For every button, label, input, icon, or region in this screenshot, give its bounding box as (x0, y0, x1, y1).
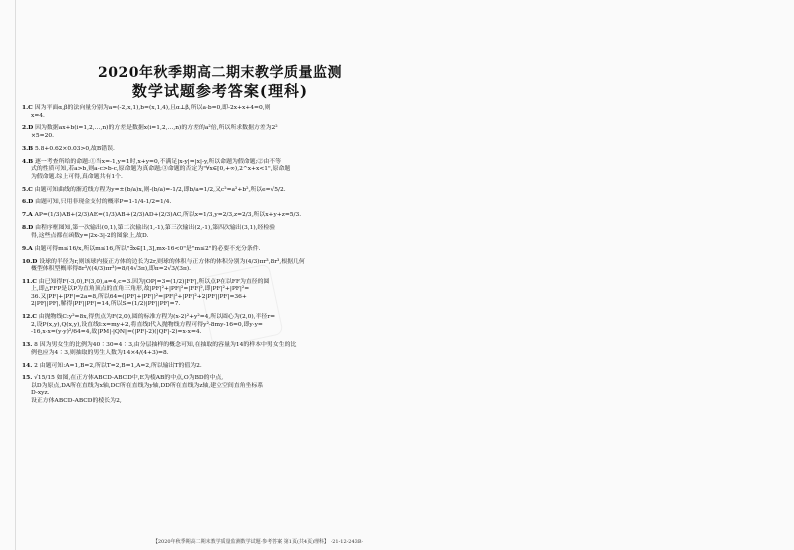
answer-line (22, 198, 394, 207)
answer-number: 13. (22, 341, 33, 349)
answer-line (22, 233, 394, 241)
answer-text: 2 由题可知:A=1,B=2,所以T=2,B=1,A=2,所以输出T的值为2. (34, 362, 202, 369)
answer-item (22, 198, 394, 207)
answer-number: 11.C (22, 277, 37, 285)
answer-text: 2,设P(x,y),Q(x,y),设直线l:x=my+2,将直线l代入抛物线方程可得y²-8my-16=0,即y·y= (31, 321, 263, 328)
answer-line (22, 390, 394, 398)
document-title: 2020年秋季期高二期末教学质量监测 (98, 65, 342, 81)
answer-line (22, 133, 394, 141)
answer-text: 2|PF||PF|,解得|PF||PF|=14,所以S=(1/2)|PF||PF|=7. (31, 301, 181, 308)
answer-text: 36.又|PF|+|PF|=2a=8,所以64=(|PF|+|PF|)²=|PF|²+|PF|²+2|PF||PF|=36+ (31, 293, 247, 300)
answer-text: 由抛物线C:y²=8x,得焦点为F(2,0),圆的标准方程为(x-2)²+y²=4,所以圆心为(2,0),半径r= (38, 314, 276, 321)
answer-item (22, 211, 394, 220)
answer-text: 设球的半径为r,则该球内接正方体的边长为2r,则球的体积与正方体的体积分别为(4/3)πr³,8r³,根据几何 (39, 258, 305, 265)
answer-text: 由题可得m≤16/x,所以m≤16,所以"∃x∈[1,3],mx-16<0"是"m≤2"的必要不充分条件. (34, 245, 261, 252)
answer-line (22, 286, 394, 294)
answer-line (22, 145, 394, 154)
answer-line (22, 258, 394, 267)
answer-line (22, 398, 394, 406)
answer-number: 9.A (22, 244, 33, 252)
answer-text: -16,x·x=(y·y)²/64=4,故|PM|·|QN|=(|PF|-2)(|QF|-2)=x·x=4. (31, 329, 202, 336)
answer-line (22, 341, 394, 350)
answer-line (22, 211, 394, 220)
answer-number: 12.C (22, 313, 37, 321)
answer-line (22, 329, 394, 337)
answer-item (22, 313, 394, 337)
answer-text: 为假命题.综上可得,真命题共有1个. (31, 173, 123, 180)
answer-text: 因为数据ax+b(i=1,2,…,n)的方差是数据x(i=1,2,…,n)的方差的a²倍,所以所求数据方差为2² (35, 125, 278, 132)
answer-number: 2.D (22, 124, 34, 132)
answer-text: 8 因为男女生的比例为40∶30=4∶3,由分层抽样的概念可知,在抽取的容量为14的样本中男女生的比 (34, 342, 297, 349)
answer-text: x=4. (31, 112, 45, 119)
answer-text: 上,即△FFP是以P为直角顶点的直角三角形,故|PF|²+|PF|²=|FF|²,即|PF|²+|PF|²= (31, 286, 250, 293)
answer-text: 由题可知,只用非现金支付的概率P=1-1/4-1/2=1/4. (35, 199, 172, 206)
answer-line (22, 174, 394, 182)
answer-text: 以D为原点,DA所在直线为x轴,DC所在直线为y轴,DD所在直线为z轴,建立空间直角坐标系 (31, 382, 264, 389)
answer-line (22, 383, 394, 391)
answer-text: ×5=20. (31, 132, 54, 139)
answer-text: 例也应为4∶3,则抽取的男生人数为14×4/(4+3)=8. (31, 349, 169, 356)
answer-number: 4.B (22, 157, 34, 165)
answer-number: 1.C (22, 104, 33, 111)
answer-text: 由程序框图知,第一次输出(0,1),第二次输出(1,-1),第三次输出(2,-1),第四次输出(3,1),经检验 (35, 225, 276, 232)
answer-list (22, 104, 394, 410)
answer-line (22, 186, 394, 195)
answer-item (22, 341, 394, 357)
answer-line (22, 224, 394, 233)
answer-text: D-xyz. (31, 390, 50, 397)
answer-item (22, 278, 394, 309)
answer-number: 5.C (22, 185, 33, 193)
answer-item (22, 124, 394, 140)
answer-line (22, 266, 394, 274)
answer-text: 5.8+0.62×0.03>0,故B错误. (35, 145, 115, 152)
answer-line (22, 374, 394, 383)
answer-line (22, 245, 394, 254)
answer-text: 逐一考查所给的命题:①当x=-1,y=1时,x+y=0,不满足|x-y|=|x|-y,所以命题为假命题;②由不等 (35, 158, 282, 165)
answer-item (22, 186, 394, 195)
answer-item (22, 362, 394, 371)
answer-text: 由已知得F(-3,0),F(3,0),a=4,c=3.因为|OP|=3=(1/2)|FF|,所以点P在以FF为直径的圆 (38, 278, 270, 285)
answer-line (22, 124, 394, 133)
answer-item (22, 145, 394, 154)
answer-item (22, 374, 394, 405)
answer-line (22, 362, 394, 371)
answer-text: AP=(1/3)AB+(2/3)AE=(1/3)AB+(2/3)AD+(2/3)AC,所以x=1/3,y=2/3,z=2/3,所以x+y+z=5/3. (34, 212, 302, 219)
answer-number: 6.D (22, 198, 34, 206)
answer-text: 式的性质可知,若a>b,则a-c>b-c,原命题为真命题;③命题的否定为"∀x∈[0,+∞),2^x+x<1",原命题 (31, 166, 291, 173)
answer-item (22, 245, 394, 254)
answer-line (22, 158, 394, 167)
answer-text: 由题可知曲线的渐近线方程为y=±(b/a)x,则-(b/a)=-1/2,即b/a=1/2,又c²=a²+b²,所以e=√5/2. (34, 186, 286, 193)
answer-number: 10.D (22, 257, 38, 265)
answer-text: √15/15 如图,在正方体ABCD-ABCD中,E为棱AB的中点,O为BD的中点, (34, 375, 224, 382)
answer-number: 15. (22, 374, 33, 382)
answer-item (22, 158, 394, 182)
answer-line (22, 113, 394, 121)
answer-line (22, 350, 394, 358)
answer-item (22, 258, 394, 274)
answer-line (22, 104, 394, 113)
answer-item (22, 224, 394, 240)
answer-line (22, 301, 394, 309)
page-footer: 【2020年秋季期高二期末教学质量监测数学试题·参考答案 第1页(共4页)理科】 ·21-12-243B· (152, 539, 364, 545)
answer-number: 14. (22, 361, 33, 369)
answer-line (22, 313, 394, 322)
answer-number: 7.A (22, 211, 33, 219)
answer-number: 3.B (22, 144, 34, 152)
answer-text: 得,这些点都在函数y=|2x-3|-2的图象上,故D. (31, 232, 149, 239)
answer-number: 8.D (22, 224, 34, 232)
answer-line (22, 166, 394, 174)
answer-item (22, 104, 394, 120)
answer-text: 概型体积型概率得8r³/((4/3)πr³)=8/(4√3π),即π=2√3/(3π). (31, 266, 192, 273)
document-subtitle: 数学试题参考答案(理科) (131, 82, 309, 100)
answer-text: 设正方体ABCD-ABCD的棱长为2, (31, 397, 122, 404)
answer-text: 因为平面α,β的法向量分别为a=(-2,x,1),b=(x,1,4),且α⊥β,所以a·b=0,即-2x+x+4=0,则 (34, 105, 271, 111)
